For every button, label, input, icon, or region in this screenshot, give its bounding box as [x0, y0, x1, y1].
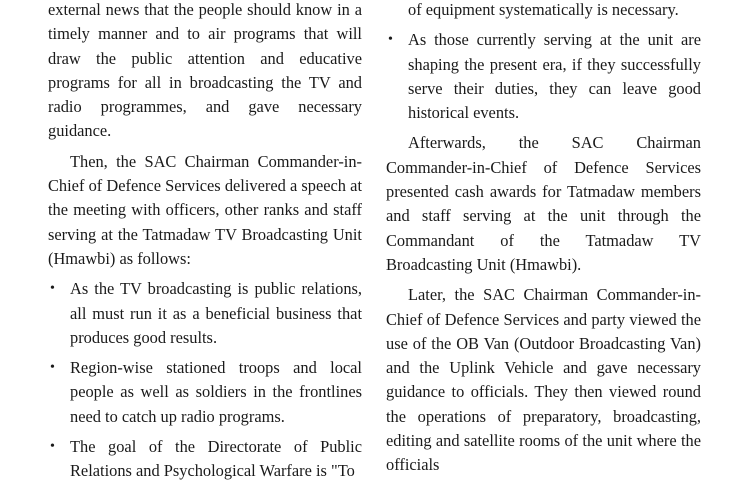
bullet-icon: •	[388, 32, 393, 48]
list-item-text: The goal of the Directorate of Public Relations and Psychological Warfare is "To	[70, 437, 362, 481]
left-bullet-list	[48, 277, 362, 483]
left-paragraph-1: external news that the people should know in a timely manner and to air programs that will draw the public attention and educative programs for all in broadcasting the TV and radio programmes, and gave necessary guidance.	[48, 0, 362, 141]
bullet-icon: •	[50, 281, 55, 297]
right-paragraph-1: Afterwards, the SAC Chairman Commander-in-Chief of Defence Services presented cash awards for Tatmadaw members and staff serving at the unit through the Commandant of the Tatmadaw TV Broadcasting Unit (Hmawbi).	[386, 133, 701, 274]
right-bullet-list	[386, 0, 701, 125]
left-paragraph-2: Then, the SAC Chairman Commander-in-Chief of Defence Services delivered a speech at the meeting with officers, other ranks and staff serving at the Tatmadaw TV Broadcasting Unit (Hmawbi) as follows:	[48, 151, 362, 268]
right-column	[386, 0, 701, 484]
list-item	[386, 28, 701, 125]
list-item-text: of equipment systematically is necessary.	[408, 0, 679, 19]
list-item	[48, 356, 362, 429]
left-column	[48, 0, 362, 490]
bullet-icon: •	[50, 360, 55, 376]
bullet-icon: •	[50, 439, 55, 455]
list-item	[386, 0, 701, 22]
list-item-text: As the TV broadcasting is public relations, all must run it as a beneficial business that produces good results.	[70, 279, 362, 347]
right-paragraph-2: Later, the SAC Chairman Commander-in-Chief of Defence Services and party viewed the use of the OB Van (Outdoor Broadcasting Van) and the Uplink Vehicle and gave necessary guidance to officials. They then viewed round the operations of preparatory, broadcasting, editing and satellite rooms of the unit where the officials	[386, 285, 701, 475]
list-item-text: As those currently serving at the unit are shaping the present era, if they successfully serve their duties, they can leave good historical events.	[408, 30, 701, 123]
list-item	[48, 277, 362, 350]
list-item-text: Region-wise stationed troops and local people as well as soldiers in the frontlines need to catch up radio programs.	[70, 358, 362, 426]
list-item	[48, 435, 362, 484]
